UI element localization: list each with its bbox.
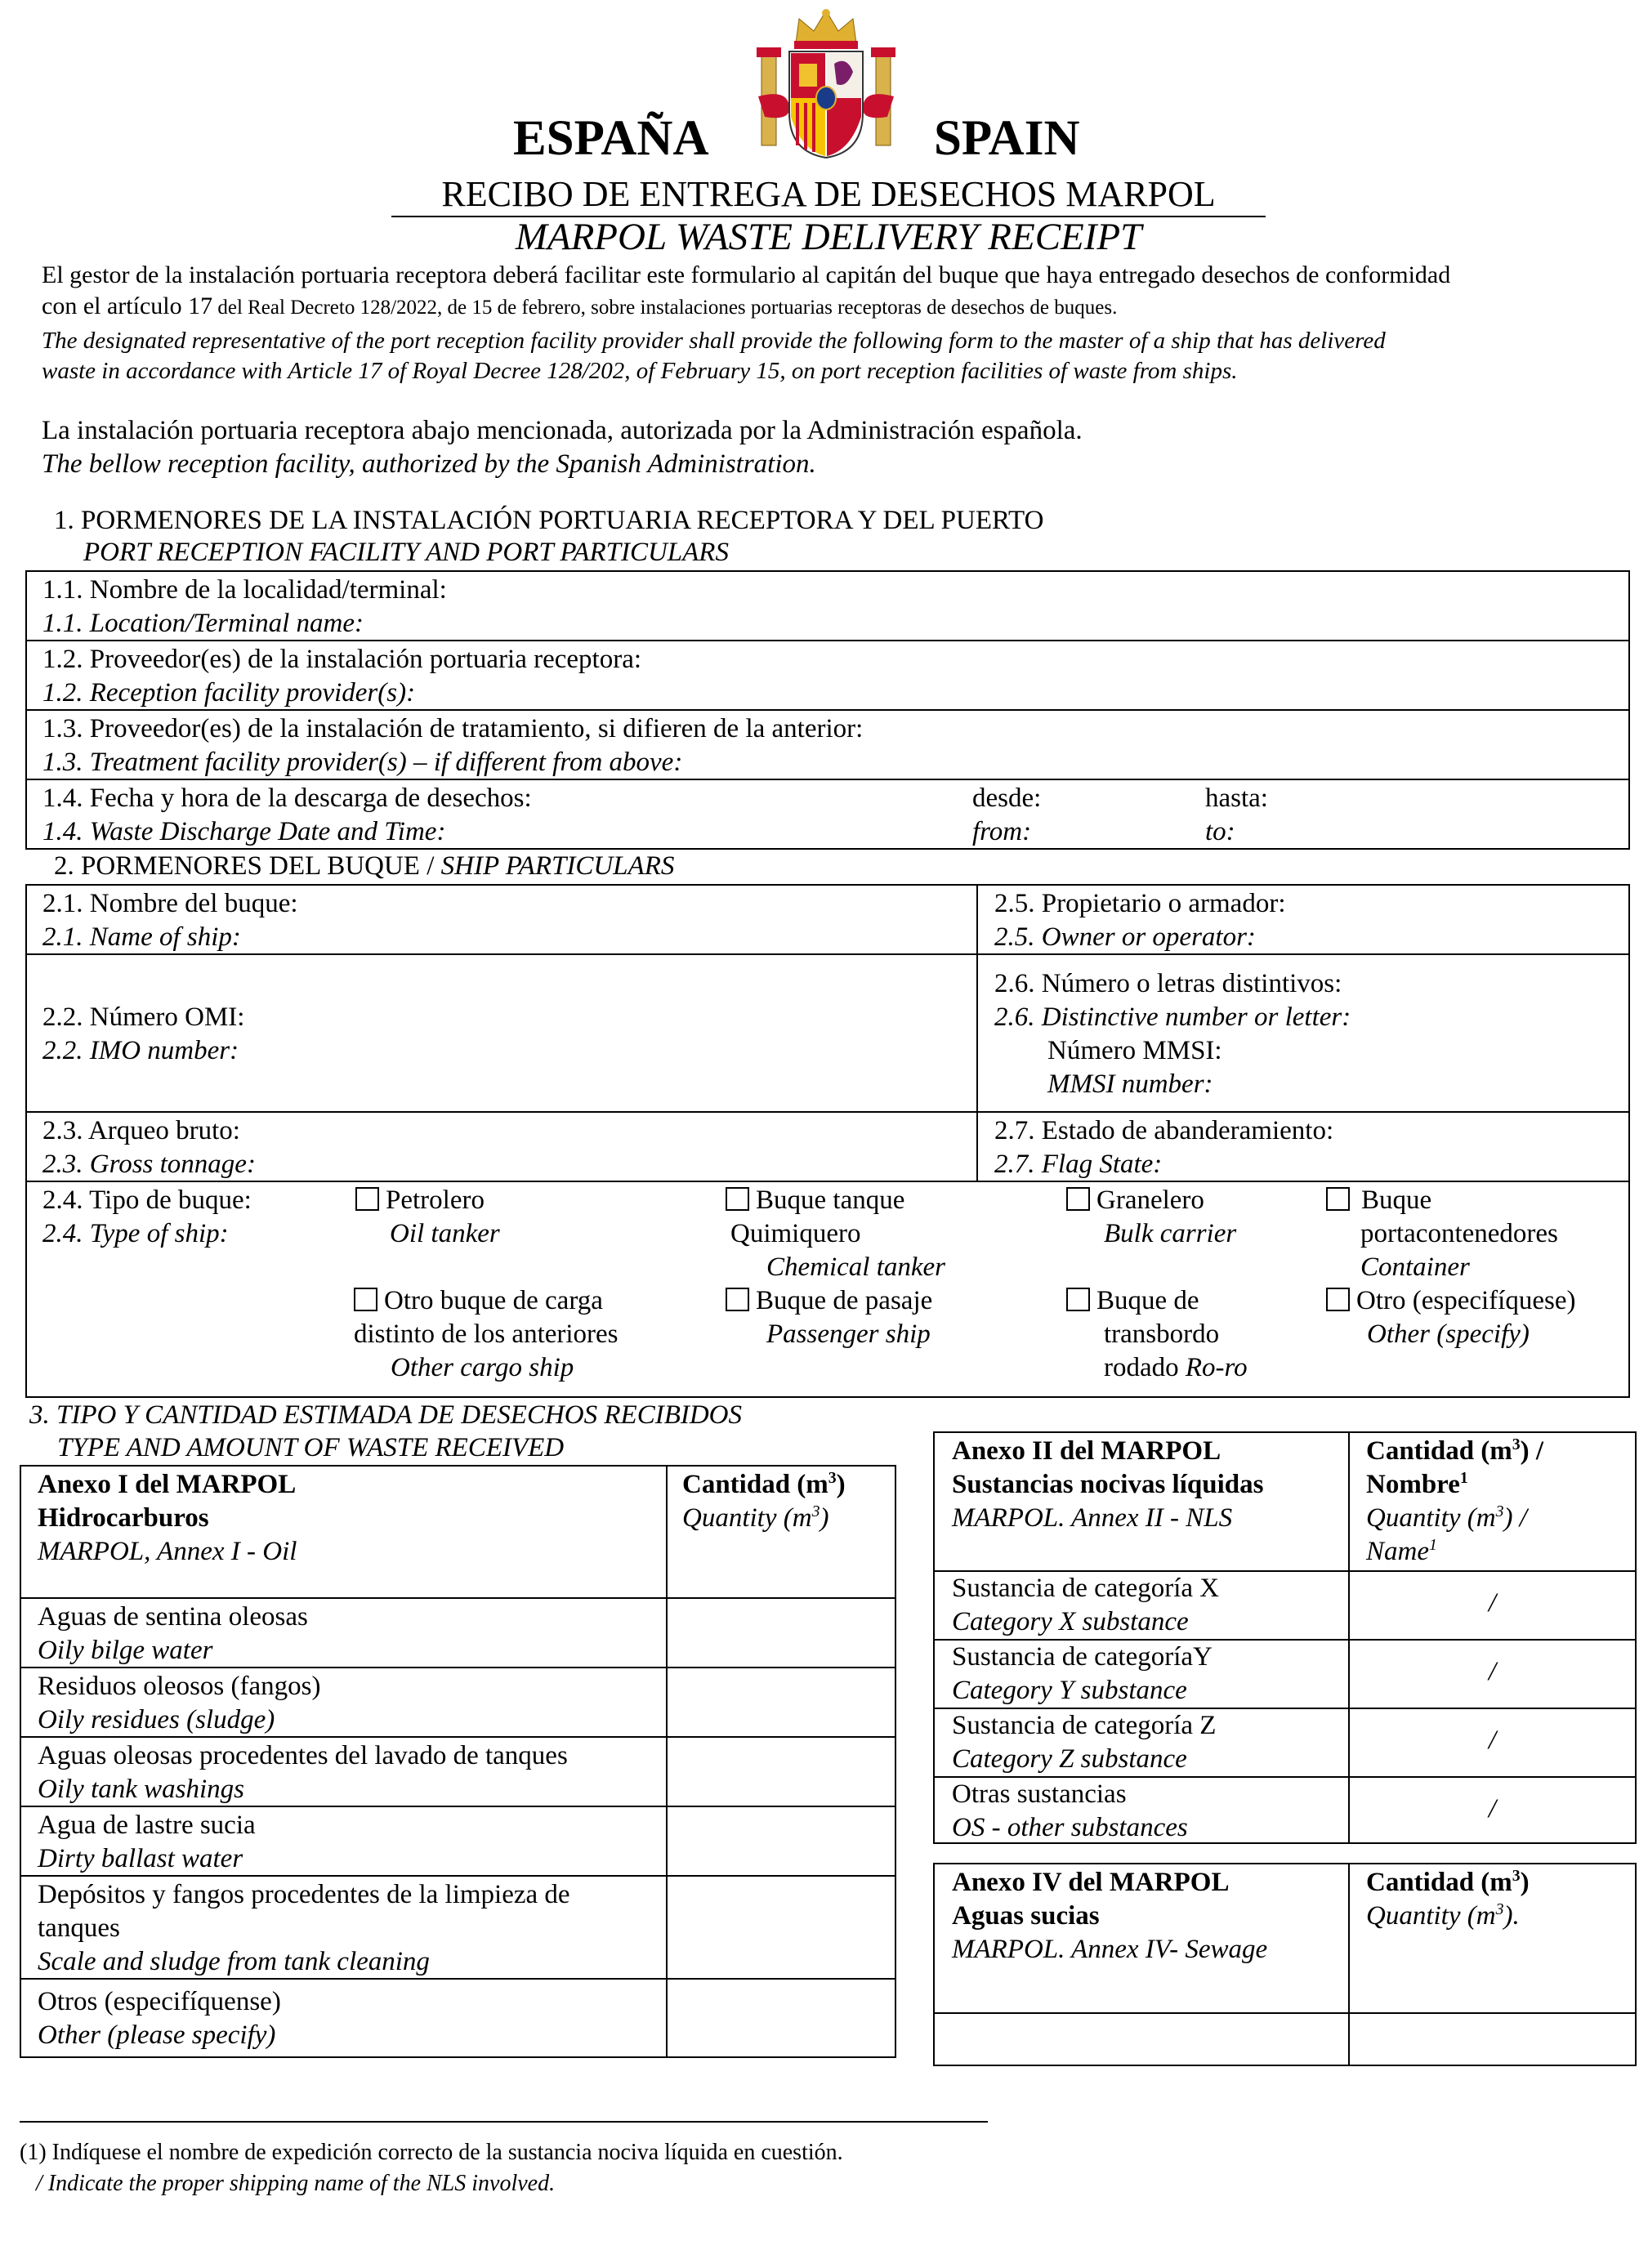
annex2-row: Sustancia de categoría Z Category Z substance <box>952 1711 1217 1774</box>
annex4-quantity-header: Cantidad $(m^3)$ Quantity $(m^3)$. <box>1366 1867 1530 1931</box>
title-en: MARPOL WASTE DELIVERY RECEIPT <box>515 216 1142 258</box>
country-en: SPAIN <box>934 111 1080 166</box>
field-flag-state[interactable]: 2.7. Estado de abanderamiento: 2.7. Flag State: <box>994 1116 1334 1179</box>
annex1-quantity-input[interactable] <box>668 1980 895 2056</box>
annex1-row: Agua de lastre sucia Dirty ballast water <box>38 1810 256 1873</box>
option-roro[interactable]: Buque de transbordo rodado Ro-ro <box>1066 1284 1248 1385</box>
annex1-row: Depósitos y fangos procedentes de la limpieza de tanques Scale and sludge from tank cleaning <box>38 1880 570 1976</box>
annex2-quantity-input[interactable]: / <box>1488 1657 1497 1686</box>
annex2-quantity-input[interactable]: / <box>1488 1588 1497 1618</box>
annex1-row: Residuos oleosos (fangos) Oily residues (sludge) <box>38 1672 321 1734</box>
roro-checkbox[interactable] <box>1066 1288 1090 1311</box>
annex4-header: Anexo IV del MARPOL Aguas sucias MARPOL. Annex IV- Sewage <box>952 1868 1268 1964</box>
annex1-row: Aguas de sentina oleosas Oily bilge water <box>38 1602 308 1665</box>
annex2-row: Sustancia de categoríaY Category Y substance <box>952 1642 1213 1705</box>
chemical-tanker-checkbox[interactable] <box>726 1187 749 1211</box>
annex1-quantity-input[interactable] <box>668 1877 895 1977</box>
bulk-carrier-checkbox[interactable] <box>1066 1187 1090 1211</box>
annex2-quantity-input[interactable]: / <box>1488 1726 1497 1755</box>
annex1-quantity-input[interactable] <box>668 1807 895 1874</box>
field-distinctive-number[interactable]: 2.6. Número o letras distintivos: 2.6. Distinctive number or letter: Número MMSI: MMSI number: <box>994 969 1351 1099</box>
section3-title-en: TYPE AND AMOUNT OF WASTE RECEIVED <box>57 1433 565 1462</box>
option-other-cargo[interactable]: Otro buque de carga distinto de los anteriores Other cargo ship <box>354 1286 619 1382</box>
annex1-quantity-input[interactable] <box>668 1668 895 1735</box>
annex2-row: Sustancia de categoría X Category X substance <box>952 1574 1220 1636</box>
annex2-quantity-header: Cantidad $(m^3)$ / Nombre$^1$ Quantity $(m^3)$ / Name$^1$ <box>1366 1435 1544 1566</box>
annex2-quantity-input[interactable]: / <box>1488 1794 1497 1824</box>
field-discharge-to[interactable]: hasta: to: <box>1205 784 1268 846</box>
annex1-quantity-header: Cantidad $(m^3)$ Quantity $(m^3)$ <box>682 1469 846 1533</box>
annex1-header: Anexo I del MARPOL Hidrocarburos MARPOL, Annex I - Oil <box>38 1470 297 1566</box>
title-es: RECIBO DE ENTREGA DE DESECHOS MARPOL <box>391 173 1266 217</box>
annex1-row: Otros (especifíquense) Other (please specify) <box>38 1987 281 2050</box>
other-checkbox[interactable] <box>1326 1288 1350 1311</box>
intro-es-line1: El gestor de la instalación portuaria receptora deberá facilitar este formulario al capitán del buque que haya entregado desechos de conformidad <box>42 261 1451 288</box>
option-passenger-ship[interactable]: Buque de pasaje Passenger ship <box>726 1284 932 1351</box>
section1-title-en: PORT RECEPTION FACILITY AND PORT PARTICULARS <box>83 538 729 567</box>
footnote: (1) Indíquese el nombre de expedición correcto de la sustancia nociva líquida en cuestión. / Indicate the proper shipping name of the NLS involved. <box>20 2140 843 2196</box>
field-discharge-from[interactable]: desde: from: <box>972 784 1042 846</box>
spain-coat-of-arms-icon <box>757 7 895 162</box>
field-imo[interactable]: 2.2. Número OMI: 2.2. IMO number: <box>42 1002 245 1065</box>
annex4-quantity-input[interactable] <box>1350 2014 1635 2065</box>
annex2-header: Anexo II del MARPOL Sustancias nocivas líquidas MARPOL. Annex II - NLS <box>952 1436 1264 1533</box>
annex2-row: Otras sustancias OS - other substances <box>952 1779 1188 1842</box>
field-owner[interactable]: 2.5. Propietario o armador: 2.5. Owner or operator: <box>994 889 1286 952</box>
other-cargo-checkbox[interactable] <box>354 1288 377 1311</box>
option-other[interactable]: Otro (especifíquese) Other (specify) <box>1326 1284 1575 1351</box>
option-chemical-tanker[interactable]: Buque tanque Quimiquero Chemical tanker <box>726 1184 945 1284</box>
option-bulk-carrier[interactable]: Granelero Bulk carrier <box>1066 1184 1236 1251</box>
intro <box>42 260 1627 386</box>
field-treatment-provider[interactable]: 1.3. Proveedor(es) de la instalación de tratamiento, si difieren de la anterior: 1.3. Treatment facility provider(s) – if different from above: <box>42 714 864 777</box>
authorization-es: La instalación portuaria receptora abajo mencionada, autorizada por la Administración española. <box>42 416 1083 445</box>
annex4-sewage-input[interactable] <box>935 2014 1347 2065</box>
field-location[interactable]: 1.1. Nombre de la localidad/terminal: 1.1. Location/Terminal name: <box>42 575 447 638</box>
annex1-quantity-input[interactable] <box>668 1599 895 1666</box>
field-gross-tonnage[interactable]: 2.3. Arqueo bruto: 2.3. Gross tonnage: <box>42 1116 256 1179</box>
intro-es-line2: con el artículo 17 del Real Decreto 128/2022, de 15 de febrero, sobre instalaciones portuarias receptoras de desechos de buques. <box>42 292 1118 319</box>
passenger-ship-checkbox[interactable] <box>726 1288 749 1311</box>
oil-tanker-checkbox[interactable] <box>355 1187 379 1211</box>
section1-title-es: 1. PORMENORES DE LA INSTALACIÓN PORTUARIA RECEPTORA Y DEL PUERTO <box>54 506 1044 535</box>
annex1-row: Aguas oleosas procedentes del lavado de tanques Oily tank washings <box>38 1741 568 1804</box>
intro-en-line1: The designated representative of the port reception facility provider shall provide the following form to the master of a ship that has delivered <box>42 328 1386 354</box>
ship-type-label: 2.4. Tipo de buque: 2.4. Type of ship: <box>42 1185 252 1248</box>
field-discharge-date[interactable]: 1.4. Fecha y hora de la descarga de desechos: 1.4. Waste Discharge Date and Time: <box>42 784 532 846</box>
country-es: ESPAÑA <box>513 111 709 166</box>
section3-title-es: 3. TIPO Y CANTIDAD ESTIMADA DE DESECHOS RECIBIDOS <box>29 1400 743 1430</box>
container-checkbox[interactable] <box>1326 1187 1350 1211</box>
authorization-en: The bellow reception facility, authorized by the Spanish Administration. <box>42 449 816 479</box>
section2-title: 2. PORMENORES DEL BUQUE / SHIP PARTICULARS <box>54 851 675 881</box>
coat-of-arms <box>757 7 895 162</box>
option-oil-tanker[interactable]: Petrolero Oil tanker <box>355 1184 500 1251</box>
option-container[interactable]: Buque portacontenedores Container <box>1326 1184 1558 1284</box>
annex1-quantity-input[interactable] <box>668 1738 895 1805</box>
field-ship-name[interactable]: 2.1. Nombre del buque: 2.1. Name of ship: <box>42 889 298 952</box>
field-reception-provider[interactable]: 1.2. Proveedor(es) de la instalación portuaria receptora: 1.2. Reception facility provider(s): <box>42 645 642 708</box>
intro-en-line2: waste in accordance with Article 17 of Royal Decree 128/202, of February 15, on port reception facilities of waste from ships. <box>42 358 1238 384</box>
footnote-separator <box>20 2121 988 2123</box>
